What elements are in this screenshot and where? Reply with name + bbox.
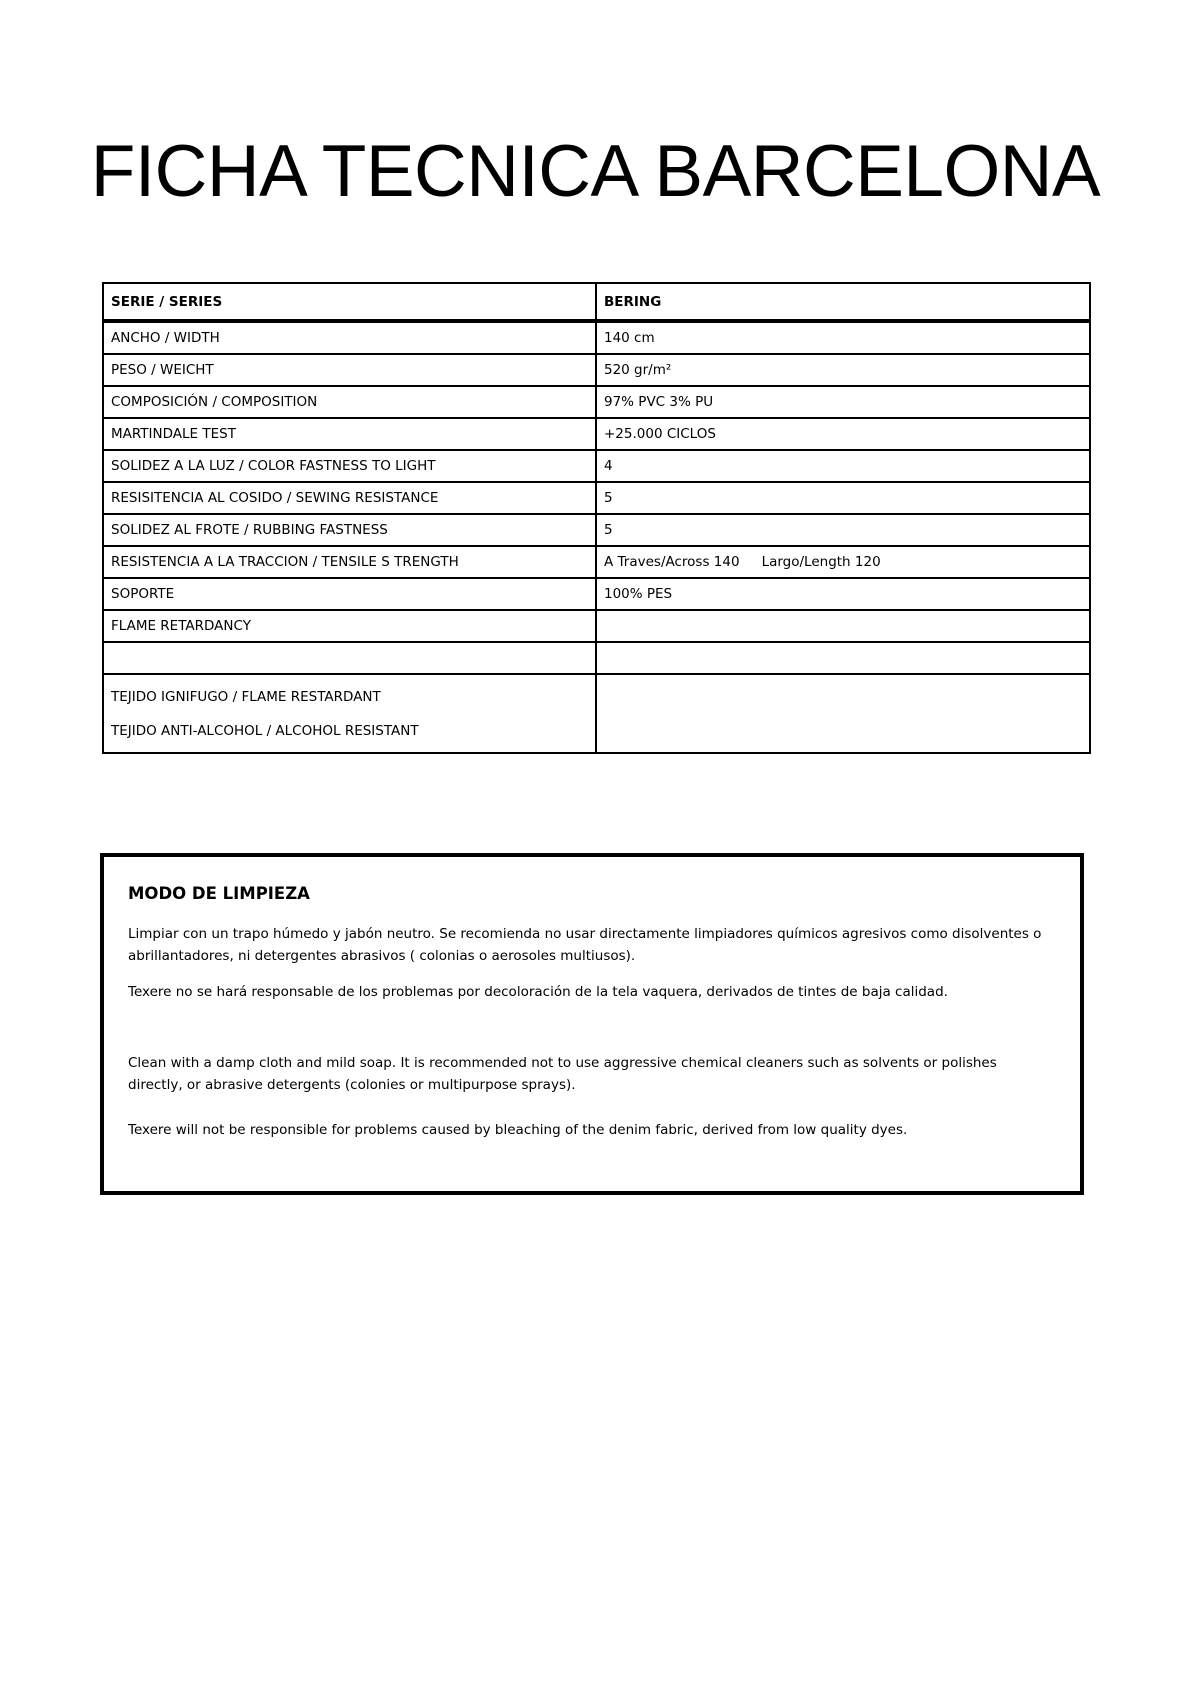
spec-table — [102, 282, 1091, 754]
tensile-length: Largo/Length 120 — [761, 554, 881, 570]
table-row — [103, 418, 1090, 450]
table-header-row — [103, 283, 1090, 321]
table-row — [103, 610, 1090, 642]
spec-label: ANCHO / WIDTH — [103, 321, 596, 354]
spec-value — [596, 642, 1090, 674]
table-row — [103, 354, 1090, 386]
table-row — [103, 546, 1090, 578]
spec-value: 100% PES — [596, 578, 1090, 610]
cleaning-instructions-box — [100, 853, 1084, 1195]
table-row — [103, 674, 1090, 753]
spec-label — [103, 674, 596, 753]
spec-value: 97% PVC 3% PU — [596, 386, 1090, 418]
spec-value: BERING — [596, 283, 1090, 321]
spec-label: RESISITENCIA AL COSIDO / SEWING RESISTANCE — [103, 482, 596, 514]
spec-value: 4 — [596, 450, 1090, 482]
spec-label — [103, 642, 596, 674]
spec-label: SERIE / SERIES — [103, 283, 596, 321]
spec-label: SOLIDEZ A LA LUZ / COLOR FASTNESS TO LIGHT — [103, 450, 596, 482]
flame-resistant-label: TEJIDO IGNIFUGO / FLAME RESTARDANT — [111, 688, 381, 705]
table-row — [103, 514, 1090, 546]
tensile-across: A Traves/Across 140 — [604, 554, 740, 570]
alcohol-resistant-label: TEJIDO ANTI-ALCOHOL / ALCOHOL RESISTANT — [111, 722, 419, 739]
spec-value — [596, 674, 1090, 753]
spec-label: COMPOSICIÓN / COMPOSITION — [103, 386, 596, 418]
cleaning-es-paragraph-2: Texere no se hará responsable de los problemas por decoloración de la tela vaquera, derivados de tintes de baja calidad. — [128, 984, 948, 1000]
table-row — [103, 642, 1090, 674]
cleaning-heading: MODO DE LIMPIEZA — [128, 884, 310, 903]
spec-label: RESISTENCIA A LA TRACCION / TENSILE S TRENGTH — [103, 546, 596, 578]
cleaning-en-paragraph-2: Texere will not be responsible for problems caused by bleaching of the denim fabric, derived from low quality dyes. — [128, 1122, 908, 1138]
spec-value: 5 — [596, 514, 1090, 546]
spec-label: SOLIDEZ AL FROTE / RUBBING FASTNESS — [103, 514, 596, 546]
table-row — [103, 482, 1090, 514]
spec-value — [596, 610, 1090, 642]
spec-label: MARTINDALE TEST — [103, 418, 596, 450]
spec-value — [596, 546, 1090, 578]
spec-label: SOPORTE — [103, 578, 596, 610]
spec-value: 140 cm — [596, 321, 1090, 354]
spec-label: PESO / WEICHT — [103, 354, 596, 386]
table-row — [103, 450, 1090, 482]
spec-value: +25.000 CICLOS — [596, 418, 1090, 450]
table-row — [103, 578, 1090, 610]
table-row — [103, 386, 1090, 418]
table-row — [103, 321, 1090, 354]
spec-value: 520 gr/m² — [596, 354, 1090, 386]
page-title: FICHA TECNICA BARCELONA — [90, 131, 1101, 212]
spec-label: FLAME RETARDANCY — [103, 610, 596, 642]
cleaning-en-paragraph-1: Clean with a damp cloth and mild soap. It is recommended not to use aggressive chemical cleaners such as solvents or polishes directly, or abrasive detergents (colonies or multipurpose sprays). — [128, 1055, 997, 1093]
spec-value: 5 — [596, 482, 1090, 514]
cleaning-es-paragraph-1: Limpiar con un trapo húmedo y jabón neutro. Se recomienda no usar directamente limpiadores químicos agresivos como disolventes o abrillantadores, ni detergentes abrasivos ( colonias o aerosoles multiusos). — [128, 926, 1042, 964]
